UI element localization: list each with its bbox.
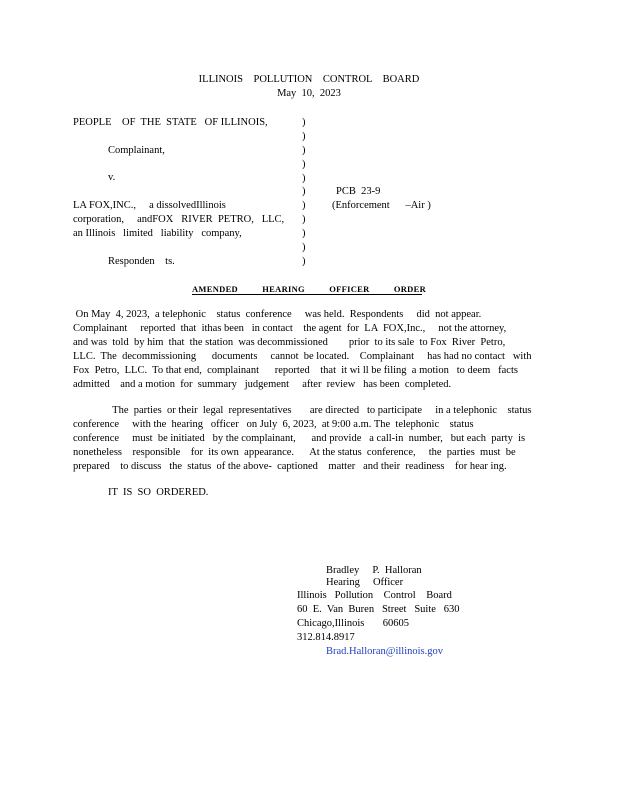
respondent-line-1: LA FOX,INC., a dissolvedIllinois xyxy=(73,200,226,211)
paragraph-line: Fox Petro, LLC. To that end, complainant reported that it wi ll be filing a motion to deem facts xyxy=(73,364,518,376)
case-type: (Enforcement –Air ) xyxy=(332,200,431,211)
paren: ) xyxy=(302,117,306,128)
title-underline xyxy=(192,294,422,295)
paragraph-line: and was told by him that the station was decommissioned prior to its sale to Fox River Petro, xyxy=(73,336,506,348)
paragraph-line: nonetheless responsible for its own appearance. At the status conference, the parties must be xyxy=(73,446,516,458)
complainant-role: Complainant, xyxy=(108,145,165,156)
paragraph-line: conference with the hearing officer on July 6, 2023, at 9:00 a.m. The telephonic status xyxy=(73,418,474,430)
paren: ) xyxy=(302,228,306,240)
respondent-role: Responden ts. xyxy=(108,256,175,267)
paren: ) xyxy=(302,186,306,198)
paragraph-line: LLC. The decommissioning documents cannot be located. Complainant has had no contact with xyxy=(73,350,532,362)
versus-label: v. xyxy=(108,172,116,183)
board-name: ILLINOIS POLLUTION CONTROL BOARD xyxy=(198,74,420,85)
document-date: May 10, 2023 xyxy=(277,88,341,99)
signer-email-link[interactable]: Brad.Halloran@illinois.gov xyxy=(326,646,443,657)
paragraph-line: The parties or their legal representatives are directed to participate in a telephonic status xyxy=(73,405,532,416)
caption-parentheses xyxy=(302,116,312,269)
paren: ) xyxy=(302,144,306,156)
paragraph-line: admitted and a motion for summary judgement after review has been completed. xyxy=(73,378,452,390)
order-title: AMENDED HEARING OFFICER ORDER xyxy=(191,284,427,294)
paren: ) xyxy=(302,214,306,226)
signer-city: Chicago,Illinois 60605 xyxy=(297,618,409,629)
paragraph-line: On May 4, 2023, a telephonic status conference was held. Respondents did not appear. xyxy=(73,309,482,320)
paragraph-line: Complainant reported that ithas been in contact the agent for LA FOX,Inc., not the attorney, xyxy=(73,322,507,334)
paren: ) xyxy=(302,158,306,170)
paren: ) xyxy=(302,172,306,184)
paragraph-line: prepared to discuss the status of the above- captioned matter and their readiness for hear ing. xyxy=(73,460,507,472)
closing-statement: IT IS SO ORDERED. xyxy=(108,487,209,498)
respondent-line-2: corporation, andFOX RIVER PETRO, LLC, xyxy=(73,214,285,225)
paren: ) xyxy=(302,242,306,254)
complainant-party: PEOPLE OF THE STATE OF ILLINOIS, xyxy=(73,117,268,128)
paragraph-2 xyxy=(73,404,531,474)
signer-title: Hearing Officer xyxy=(326,577,404,588)
paragraph-1 xyxy=(73,308,532,391)
signer-organization: Illinois Pollution Control Board xyxy=(297,590,452,601)
paren: ) xyxy=(302,200,306,212)
paragraph-line: conference must be initiated by the complainant, and provide a call-in number, but each party is xyxy=(73,432,526,444)
paren: ) xyxy=(302,255,306,267)
signer-name: Bradley P. Halloran xyxy=(326,565,422,576)
signer-address: 60 E. Van Buren Street Suite 630 xyxy=(297,604,460,615)
paren: ) xyxy=(302,130,306,142)
respondent-line-3: an Illinois limited liability company, xyxy=(73,228,242,239)
case-number: PCB 23-9 xyxy=(336,186,381,197)
signer-phone: 312.814.8917 xyxy=(297,632,355,643)
